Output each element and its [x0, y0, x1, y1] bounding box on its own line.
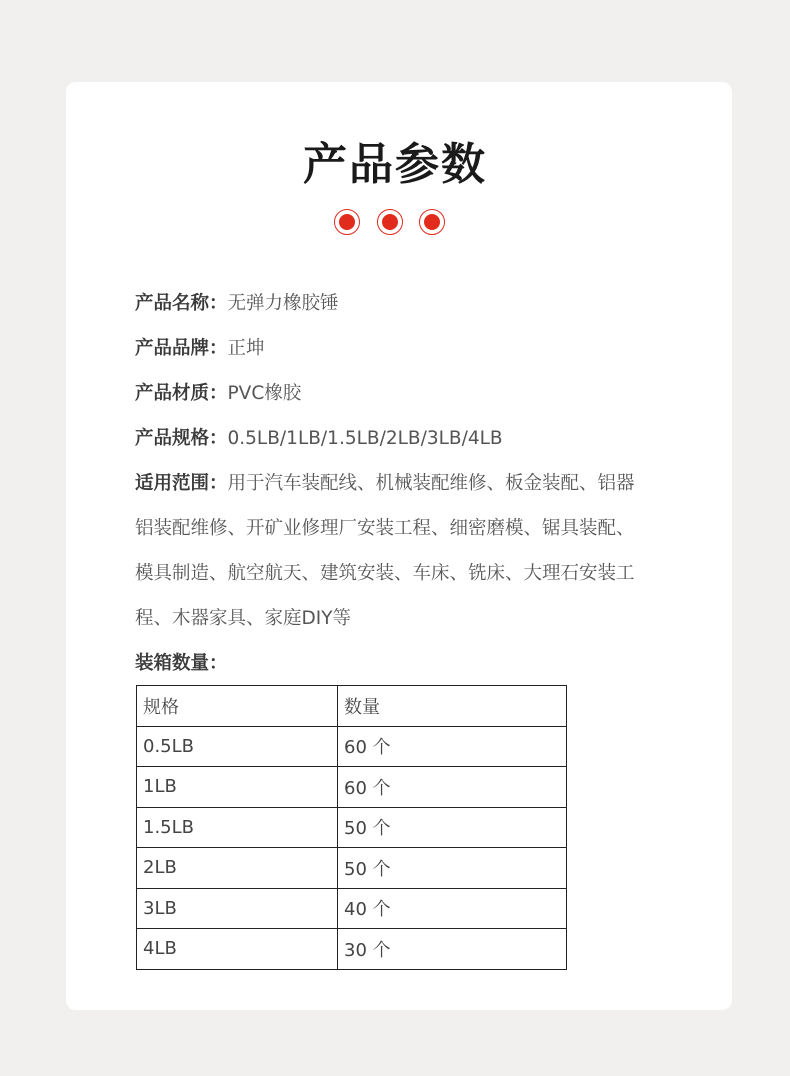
table-cell: 50 个: [338, 848, 567, 889]
spec-brand: [135, 326, 680, 371]
red-dot-icon: [377, 209, 403, 235]
table-row: [137, 848, 567, 889]
spec-value: PVC橡胶: [227, 383, 302, 404]
packing-table: [136, 685, 567, 970]
spec-value: 0.5LB/1LB/1.5LB/2LB/3LB/4LB: [227, 428, 503, 449]
spec-label: 产品材质：: [135, 383, 228, 404]
table-cell: 1.5LB: [137, 807, 338, 848]
spec-value: 无弹力橡胶锤: [227, 293, 339, 314]
table-row: [137, 767, 567, 808]
table-row: [137, 929, 567, 970]
packing-label: 装箱数量：: [135, 653, 228, 674]
spec-usage: [135, 461, 680, 641]
table-header-cell: 数量: [338, 686, 567, 727]
table-cell: 60 个: [338, 726, 567, 767]
page-title: 产品参数: [303, 139, 487, 190]
decorative-dots: [334, 209, 464, 237]
spec-label: 适用范围：: [135, 473, 228, 494]
table-row: [137, 807, 567, 848]
red-dot-icon: [334, 209, 360, 235]
spec-value: 正坤: [227, 338, 265, 359]
spec-label: 产品名称：: [135, 293, 228, 314]
spec-name: [135, 281, 680, 326]
spec-packing: [135, 641, 680, 686]
table-header-cell: 规格: [137, 686, 338, 727]
spec-size: [135, 416, 680, 461]
spec-label: 产品规格：: [135, 428, 228, 449]
table-row: [137, 888, 567, 929]
table-cell: 30 个: [338, 929, 567, 970]
table-cell: 0.5LB: [137, 726, 338, 767]
table-cell: 60 个: [338, 767, 567, 808]
red-dot-icon: [419, 209, 445, 235]
spec-material: [135, 371, 680, 416]
table-cell: 50 个: [338, 807, 567, 848]
table-cell: 1LB: [137, 767, 338, 808]
spec-value-line: 用于汽车装配线、机械装配维修、板金装配、铝器: [227, 473, 635, 494]
table-cell: 2LB: [137, 848, 338, 889]
table-header-row: [137, 686, 567, 727]
table-row: [137, 726, 567, 767]
table-cell: 3LB: [137, 888, 338, 929]
spec-label: 产品品牌：: [135, 338, 228, 359]
spec-value-line: 程、木器家具、家庭DIY等: [135, 608, 352, 629]
table-cell: 40 个: [338, 888, 567, 929]
spec-value-line: 模具制造、航空航天、建筑安装、车床、铣床、大理石安装工: [135, 563, 635, 584]
table-cell: 4LB: [137, 929, 338, 970]
spec-value-line: 铝装配维修、开矿业修理厂安装工程、细密磨模、锯具装配、: [135, 518, 635, 539]
